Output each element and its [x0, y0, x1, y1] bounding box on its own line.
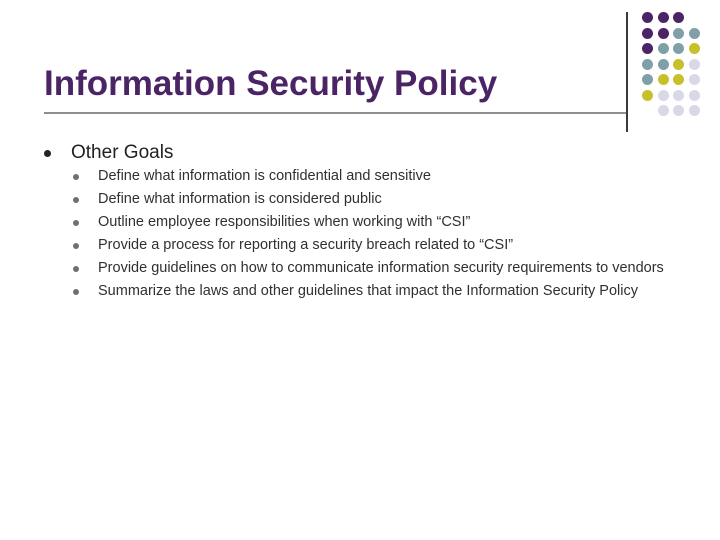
decorative-dot	[642, 43, 653, 54]
decorative-dot	[642, 12, 653, 23]
decorative-dot	[689, 90, 700, 101]
sub-bullet-item	[70, 190, 670, 209]
decorative-dot	[642, 74, 653, 85]
decorative-dot	[642, 59, 653, 70]
sub-bullet-text: Summarize the laws and other guidelines that impact the Information Security Policy	[98, 283, 638, 299]
sub-bullet-list	[70, 167, 670, 305]
decorative-dot	[658, 105, 669, 116]
decorative-dot	[673, 74, 684, 85]
decorative-dot	[658, 74, 669, 85]
decorative-dot	[642, 90, 653, 101]
decorative-dot	[689, 105, 700, 116]
title-divider	[44, 112, 626, 114]
bullet-icon	[73, 197, 79, 203]
decorative-dot	[658, 28, 669, 39]
decorative-dot	[673, 105, 684, 116]
sub-bullet-item	[70, 236, 670, 255]
bullet-icon	[73, 243, 79, 249]
bullet-icon	[44, 150, 51, 157]
sub-bullet-item	[70, 213, 670, 232]
sub-bullet-text: Define what information is confidential and sensitive	[98, 168, 431, 184]
main-bullet-item	[44, 142, 173, 164]
slide-title: Information Security Policy	[44, 64, 498, 103]
vertical-divider	[626, 12, 628, 132]
decorative-dot	[689, 28, 700, 39]
decorative-dot	[642, 28, 653, 39]
decorative-dot	[673, 43, 684, 54]
sub-bullet-item	[70, 282, 670, 301]
sub-bullet-text: Define what information is considered public	[98, 191, 382, 207]
decorative-dot	[673, 90, 684, 101]
bullet-icon	[73, 220, 79, 226]
decorative-dot	[673, 12, 684, 23]
decorative-dot-grid	[640, 12, 720, 152]
decorative-dot	[673, 59, 684, 70]
bullet-icon	[73, 289, 79, 295]
decorative-dot	[689, 43, 700, 54]
decorative-dot	[689, 59, 700, 70]
sub-bullet-item	[70, 167, 670, 186]
sub-bullet-item	[70, 259, 670, 278]
sub-bullet-text: Provide a process for reporting a security breach related to “CSI”	[98, 237, 514, 253]
decorative-dot	[658, 43, 669, 54]
sub-bullet-text: Outline employee responsibilities when working with “CSI”	[98, 214, 471, 230]
bullet-icon	[73, 266, 79, 272]
main-bullet-text: Other Goals	[71, 142, 174, 163]
decorative-dot	[689, 74, 700, 85]
decorative-dot	[673, 28, 684, 39]
decorative-dot	[658, 59, 669, 70]
decorative-dot	[658, 12, 669, 23]
bullet-icon	[73, 174, 79, 180]
sub-bullet-text: Provide guidelines on how to communicate information security requirements to vendors	[98, 260, 664, 276]
decorative-dot	[658, 90, 669, 101]
